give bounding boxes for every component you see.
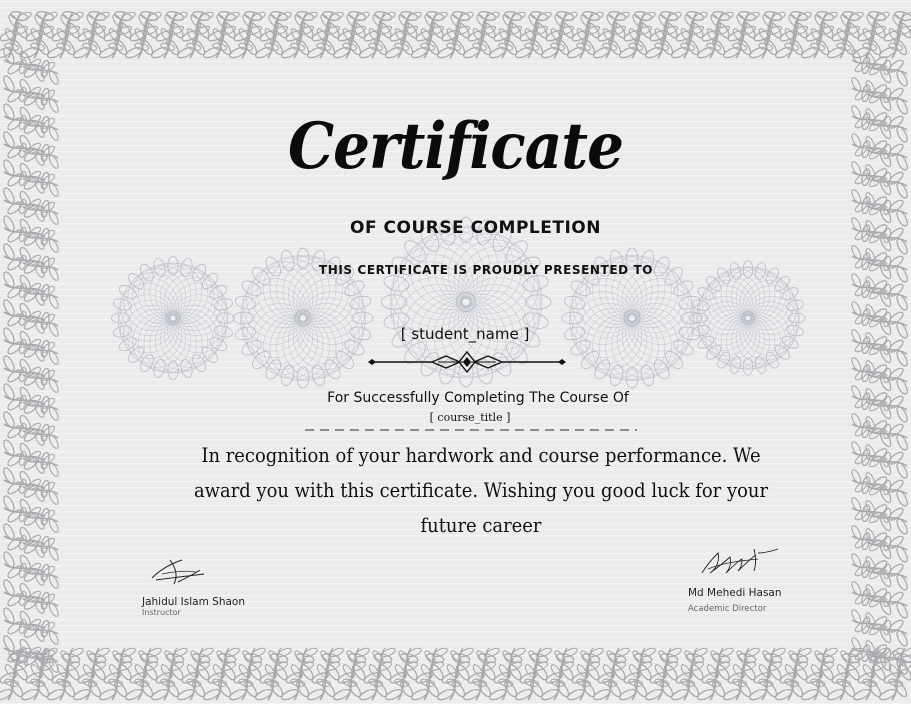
- instructor-name: Jahidul Islam Shaon: [142, 596, 245, 608]
- director-signature: [698, 543, 780, 579]
- instructor-role: Instructor: [142, 608, 181, 617]
- dashed-underline: [305, 428, 637, 432]
- ornamental-divider: [368, 351, 566, 373]
- certificate-title: Certificate: [287, 108, 624, 184]
- instructor-signature: [148, 556, 210, 588]
- director-role: Academic Director: [688, 604, 767, 614]
- student-name-placeholder: [ student_name ]: [400, 325, 530, 343]
- recognition-message: In recognition of your hardwork and course performance. We award you with this certificate. Wishing you good luck for your future career: [193, 444, 769, 537]
- director-name: Md Mehedi Hasan: [688, 587, 782, 599]
- completing-course-text: For Successfully Completing The Course Of: [327, 390, 629, 406]
- presented-to-text: THIS CERTIFICATE IS PROUDLY PRESENTED TO: [318, 263, 654, 277]
- certificate-subtitle: OF COURSE COMPLETION: [350, 218, 601, 238]
- course-title-placeholder: [ course_title ]: [429, 411, 511, 424]
